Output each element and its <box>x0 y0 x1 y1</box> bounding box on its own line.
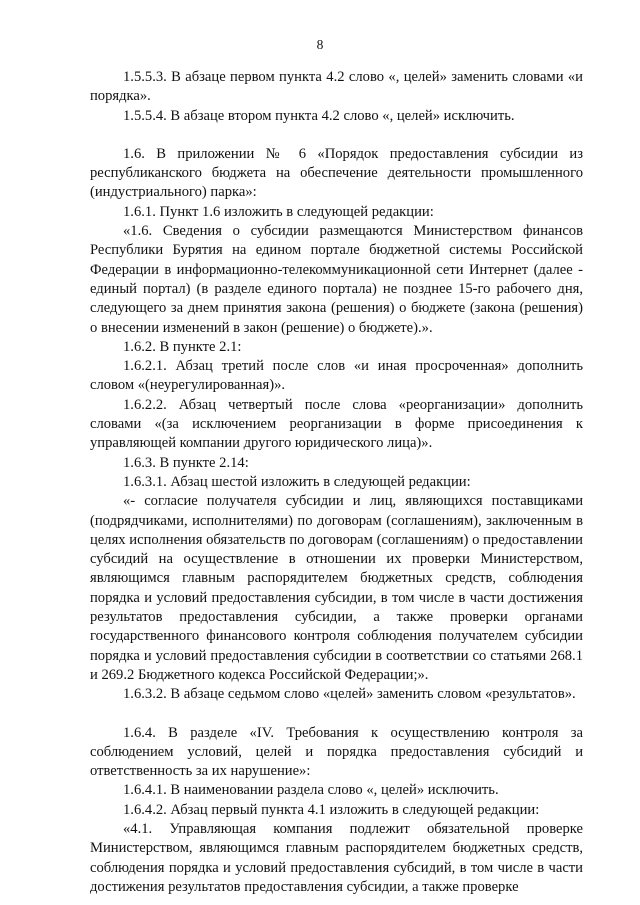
paragraph-1-6-3-2: 1.6.3.2. В абзаце седьмом слово «целей» заменить словом «результатов». <box>123 686 576 703</box>
paragraph-1-5-5-3: 1.5.5.3. В абзаце первом пункта 4.2 слово «, целей» заменить словами «и порядка». <box>90 69 583 105</box>
paragraph-1-6-3: 1.6.3. В пункте 2.14: <box>123 454 249 471</box>
paragraph-1-6-3-1: 1.6.3.1. Абзац шестой изложить в следующей редакции: <box>123 473 471 490</box>
paragraph-1-6-1: 1.6.1. Пункт 1.6 изложить в следующей редакции: <box>123 203 434 220</box>
quote-paragraph-consent: «- согласие получателя субсидии и лиц, являющихся поставщиками (подрядчиками, исполнителями) по договорам (соглашениям), заключенным в целях исполнения обязательств по договорам (соглашениям) о предоставлении субсидий на осуществление в отношении их проверки Министерством, являющимся главным распорядителем бюджетных средств, соблюдения порядка и условий предоставления субсидии, в том числе в части достижения результатов предоставления субсидии, а также проверки органами государственного финансового контроля соблюдения получателем субсидии порядка и условий предоставления субсидии в соответствии со статьями 268.1 и 269.2 Бюджетного кодекса Российской Федерации;». <box>90 493 583 683</box>
paragraph-1-6-2-1: 1.6.2.1. Абзац третий после слов «и иная просроченная» дополнить словом «(неурегулированная)». <box>90 358 583 394</box>
page-number: 8 <box>316 37 324 52</box>
document-body <box>90 68 583 897</box>
paragraph-1-6-4: 1.6.4. В разделе «IV. Требования к осуществлению контроля за соблюдением условий, целей и порядка предоставления субсидий и ответственность за их нарушение»: <box>90 724 583 780</box>
paragraph-1-6-4-2: 1.6.4.2. Абзац первый пункта 4.1 изложить в следующей редакции: <box>123 801 540 818</box>
quote-paragraph-4-1: «4.1. Управляющая компания подлежит обязательной проверке Министерством, являющимся главным распорядителем бюджетных средств, соблюдения порядка и условий предоставления субсидий, в том числе в части достижения результатов предоставления субсидии, а также проверке <box>90 820 583 895</box>
paragraph-1-6: 1.6. В приложении № 6 «Порядок предоставления субсидии из республиканского бюджета на обеспечение деятельности промышленного (индустриального) парка»: <box>90 145 583 201</box>
paragraph-1-5-5-4: 1.5.5.4. В абзаце втором пункта 4.2 слово «, целей» исключить. <box>123 107 515 124</box>
paragraph-1-6-2: 1.6.2. В пункте 2.1: <box>123 338 242 355</box>
paragraph-1-6-4-1: 1.6.4.1. В наименовании раздела слово «, целей» исключить. <box>123 782 499 799</box>
paragraph-1-6-2-2: 1.6.2.2. Абзац четвертый после слова «реорганизации» дополнить словами «(за исключением реорганизации в форме присоединения к управляющей компании другого юридического лица)». <box>90 396 583 452</box>
quote-paragraph-1-6: «1.6. Сведения о субсидии размещаются Министерством финансов Республики Бурятия на едином портале бюджетной системы Российской Федерации в информационно-телекоммуникационной сети Интернет (далее - единый портал) (в разделе единого портала) не позднее 15-го рабочего дня, следующего за днем принятия закона (решения) о бюджете (закона (решения) о внесении изменений в закон (решение) о бюджете).». <box>90 223 583 336</box>
